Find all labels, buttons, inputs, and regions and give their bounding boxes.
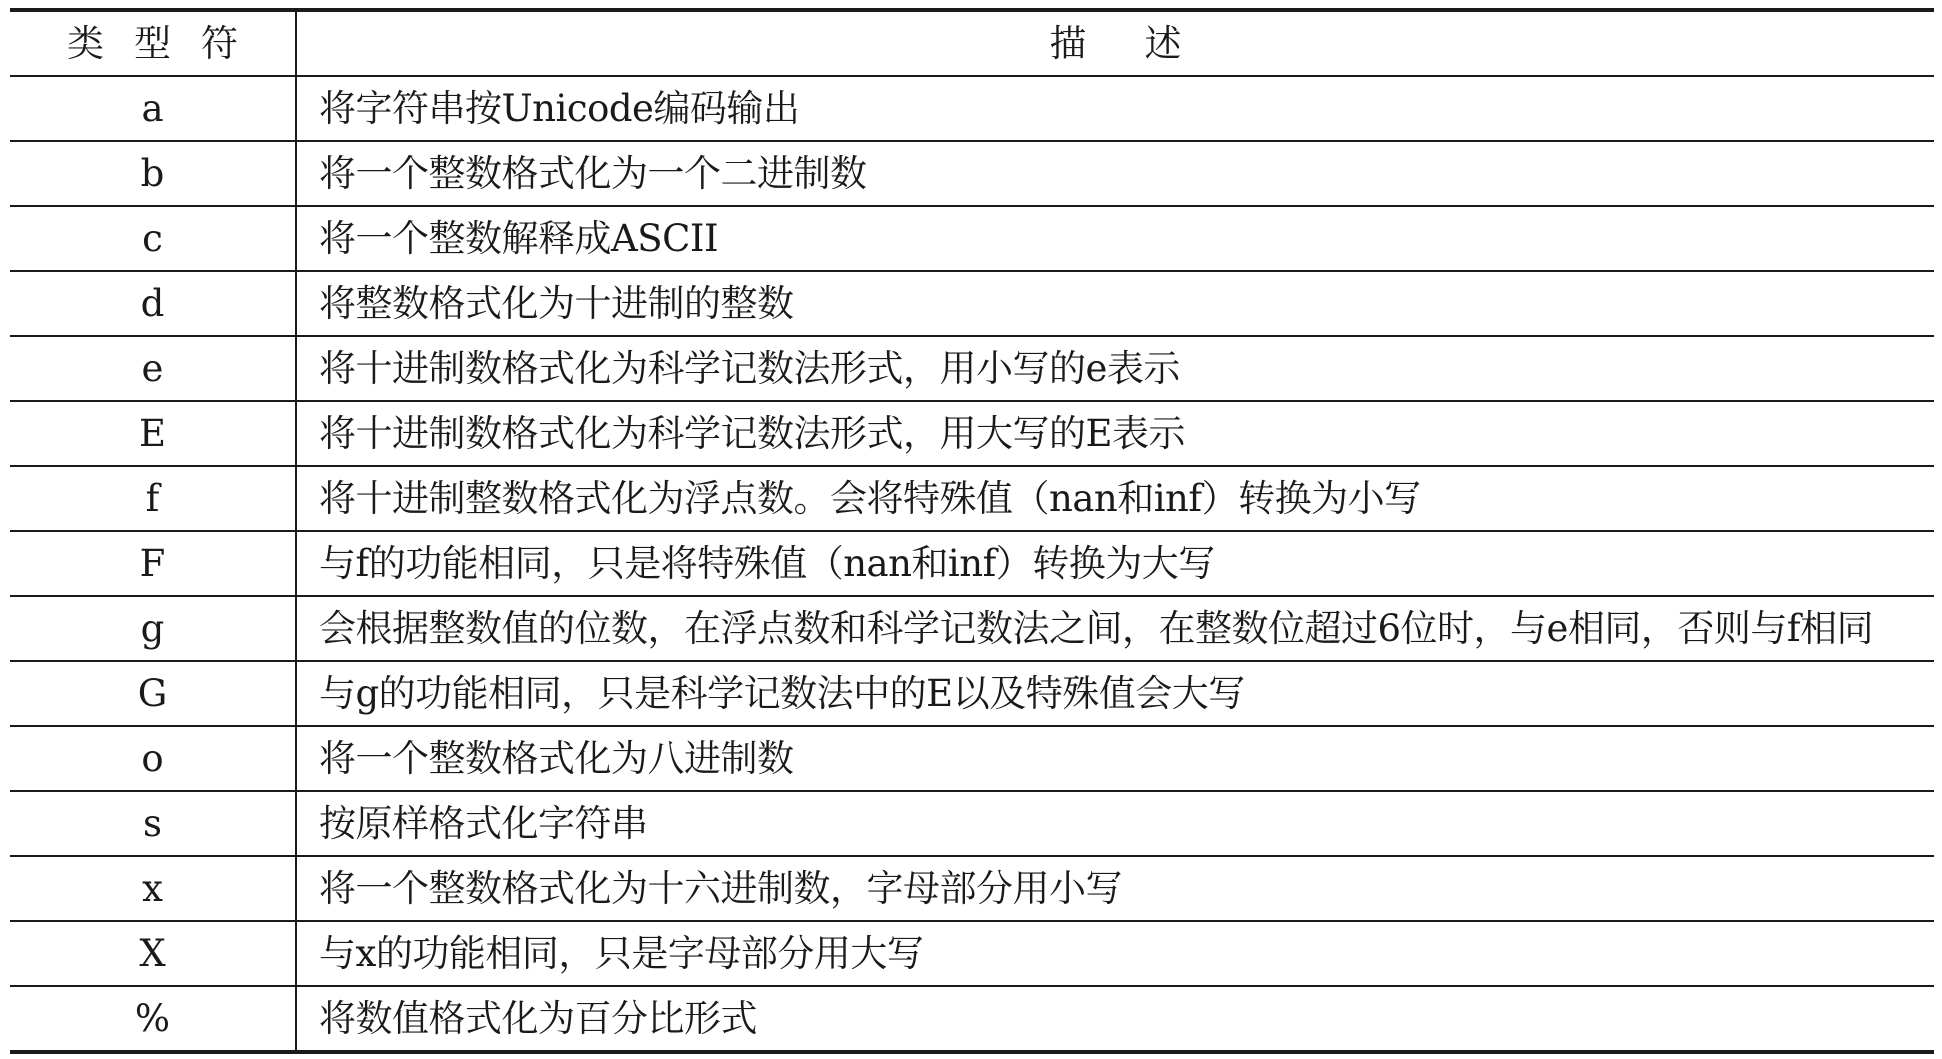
type-cell: e [10, 336, 296, 401]
description-cell: 将一个整数格式化为一个二进制数 [296, 141, 1934, 206]
description-cell: 按原样格式化字符串 [296, 791, 1934, 856]
type-cell: g [10, 596, 296, 661]
type-cell: G [10, 661, 296, 726]
type-cell: b [10, 141, 296, 206]
type-cell: a [10, 76, 296, 141]
type-cell: o [10, 726, 296, 791]
table-row [10, 531, 1934, 596]
description-cell: 将一个整数格式化为十六进制数，字母部分用小写 [296, 856, 1934, 921]
type-cell: X [10, 921, 296, 986]
description-cell: 将十进制数格式化为科学记数法形式，用大写的E表示 [296, 401, 1934, 466]
table-row [10, 271, 1934, 336]
description-cell: 将十进制整数格式化为浮点数。会将特殊值（nan和inf）转换为小写 [296, 466, 1934, 531]
format-type-table [10, 8, 1934, 1054]
table-row [10, 921, 1934, 986]
table-row [10, 76, 1934, 141]
description-cell: 将十进制数格式化为科学记数法形式，用小写的e表示 [296, 336, 1934, 401]
type-cell: f [10, 466, 296, 531]
description-cell: 会根据整数值的位数，在浮点数和科学记数法之间，在整数位超过6位时，与e相同，否则与f相同 [296, 596, 1934, 661]
table-row [10, 466, 1934, 531]
type-cell: s [10, 791, 296, 856]
description-cell: 与f的功能相同，只是将特殊值（nan和inf）转换为大写 [296, 531, 1934, 596]
header-description: 描述 [296, 10, 1934, 76]
type-cell: x [10, 856, 296, 921]
header-type: 类型符 [10, 10, 296, 76]
table-row [10, 336, 1934, 401]
table-row [10, 141, 1934, 206]
table-row [10, 206, 1934, 271]
description-cell: 将一个整数格式化为八进制数 [296, 726, 1934, 791]
table-row [10, 726, 1934, 791]
description-cell: 与g的功能相同，只是科学记数法中的E以及特殊值会大写 [296, 661, 1934, 726]
type-cell: F [10, 531, 296, 596]
table-row [10, 986, 1934, 1052]
description-cell: 将字符串按Unicode编码输出 [296, 76, 1934, 141]
table-header [10, 10, 1934, 76]
description-cell: 将整数格式化为十进制的整数 [296, 271, 1934, 336]
type-cell: % [10, 986, 296, 1052]
table-row [10, 401, 1934, 466]
table-row [10, 596, 1934, 661]
description-cell: 将一个整数解释成ASCII [296, 206, 1934, 271]
type-cell: E [10, 401, 296, 466]
description-cell: 与x的功能相同，只是字母部分用大写 [296, 921, 1934, 986]
description-cell: 将数值格式化为百分比形式 [296, 986, 1934, 1052]
format-type-table-wrapper [10, 8, 1934, 1054]
table-row [10, 791, 1934, 856]
table-body [10, 76, 1934, 1052]
table-row [10, 856, 1934, 921]
table-row [10, 661, 1934, 726]
header-row [10, 10, 1934, 76]
type-cell: c [10, 206, 296, 271]
type-cell: d [10, 271, 296, 336]
